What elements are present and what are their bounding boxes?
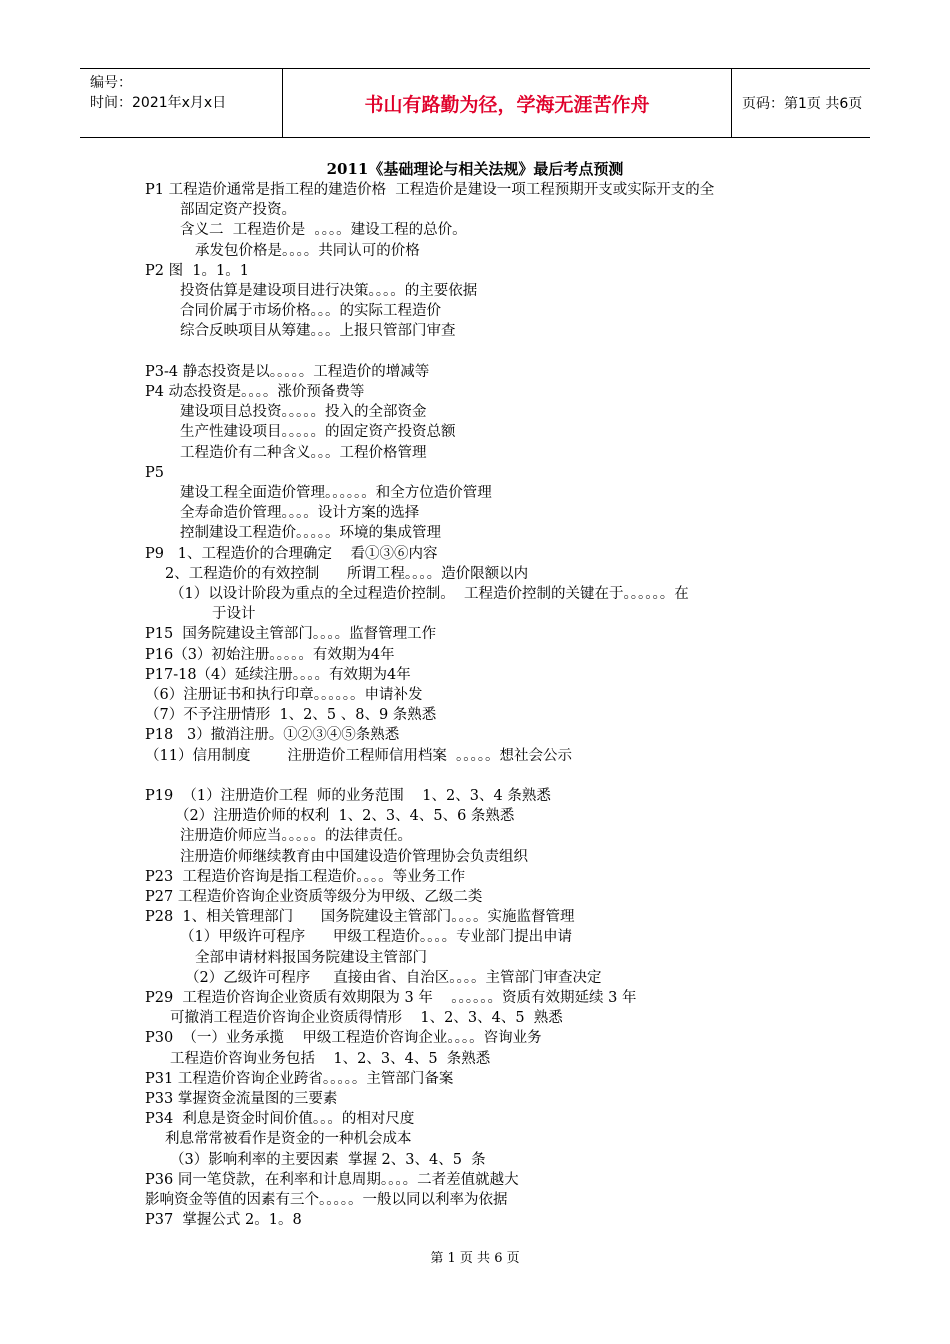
text-line: 承发包价格是。。。。共同认可的价格 xyxy=(195,242,420,259)
text-line: P27 工程造价咨询企业资质等级分为甲级、乙级二类 xyxy=(145,889,483,905)
text-line: （2）乙级许可程序 直接由省、自治区。。。。主管部门审查决定 xyxy=(185,969,602,986)
text-line: P19 （1）注册造价工程 师的业务范围 1、2、3、4 条熟悉 xyxy=(145,788,551,804)
text-line: P17-18（4）延续注册。。。。有效期为4年 xyxy=(145,666,411,683)
text-line: P18 3）撤消注册。①②③④⑤条熟悉 xyxy=(145,727,400,744)
text-line: P2 图 1。1。1 xyxy=(145,262,249,279)
text-line: P37 掌握公式 2。1。8 xyxy=(145,1212,302,1229)
number-label: 编号： xyxy=(90,75,132,91)
text-line: （11）信用制度 注册造价工程师信用档案 。。。。。想社会公示 xyxy=(145,747,573,764)
text-line: 可撤消工程造价咨询企业资质得情形 1、2、3、4、5 熟悉 xyxy=(170,1010,563,1027)
date-label: 时间：2021年x月x日 xyxy=(90,95,227,111)
text-line: 合同价属于市场价格。。。的实际工程造价 xyxy=(180,303,441,320)
text-line: P1 工程造价通常是指工程的建造价格 工程造价是建设一项工程预期开支或实际开支的全 xyxy=(145,182,715,198)
text-line: P28 1、相关管理部门 国务院建设主管部门。。。。实施监督管理 xyxy=(145,909,575,926)
motto: 书山有路勤为径，学海无涯苦作舟 xyxy=(364,93,650,116)
document-title: 2011《基础理论与相关法规》最后考点预测 xyxy=(326,160,624,178)
text-line: （2）注册造价师的权利 1、2、3、4、5、6 条熟悉 xyxy=(175,808,515,825)
page-label: 页码：第1页 共6页 xyxy=(742,96,863,112)
page-header xyxy=(80,68,870,138)
text-line: 建设项目总投资。。。。。投入的全部资金 xyxy=(180,404,427,421)
text-line: 注册造价师应当。。。。。的法律责任。 xyxy=(180,828,412,845)
text-line: P29 工程造价咨询企业资质有效期限为 3 年 。。。。。。资质有效期延续 3 年 xyxy=(145,990,637,1006)
text-line: 影响资金等值的因素有三个。。。。。一般以同以利率为依据 xyxy=(145,1192,508,1208)
text-line: 控制建设工程造价。。。。。环境的集成管理 xyxy=(180,525,441,542)
text-line: 注册造价师继续教育由中国建设造价管理协会负责组织 xyxy=(180,848,528,865)
header-page-cell xyxy=(732,69,870,137)
text-line: P30 （一）业务承揽 甲级工程造价咨询企业。。。。咨询业务 xyxy=(145,1030,542,1047)
text-line: P23 工程造价咨询是指工程造价。。。。等业务工作 xyxy=(145,868,466,885)
text-line: 建设工程全面造价管理。。。。。。和全方位造价管理 xyxy=(180,485,492,501)
text-line: P3-4 静态投资是以。。。。。工程造价的增减等 xyxy=(145,363,430,380)
text-line: 全部申请材料报国务院建设主管部门 xyxy=(195,949,427,966)
text-line: （1）以设计阶段为重点的全过程造价控制。 工程造价控制的关键在于。。。。。。在 xyxy=(170,586,689,602)
text-line: 工程造价有二种含义。。。工程价格管理 xyxy=(180,444,427,461)
text-line: （3）影响利率的主要因素 掌握 2、3、4、5 条 xyxy=(170,1151,486,1168)
page-footer: 第 1 页 共 6 页 xyxy=(430,1251,520,1266)
text-line: （1）甲级许可程序 甲级工程造价。。。。专业部门提出申请 xyxy=(180,929,573,946)
text-line: 生产性建设项目。。。。。的固定资产投资总额 xyxy=(180,424,456,441)
header-info xyxy=(80,69,282,137)
text-line: P15 国务院建设主管部门。。。。监督管理工作 xyxy=(145,626,437,643)
text-line: 全寿命造价管理。。。。设计方案的选择 xyxy=(180,505,420,522)
text-line: 部固定资产投资。 xyxy=(180,202,296,219)
text-line: P16（3）初始注册。。。。。有效期为4年 xyxy=(145,646,395,663)
text-line: 于设计 xyxy=(212,606,256,623)
text-line: （6）注册证书和执行印章。。。。。。申请补发 xyxy=(145,687,423,703)
text-line: 工程造价咨询业务包括 1、2、3、4、5 条熟悉 xyxy=(170,1050,491,1067)
text-line: 综合反映项目从筹建。。。上报只管部门审查 xyxy=(180,323,456,340)
text-line: 含义二 工程造价是 。。。。建设工程的总价。 xyxy=(180,222,467,239)
text-line: P31 工程造价咨询企业跨省。。。。。主管部门备案 xyxy=(145,1070,454,1087)
text-line: P5 xyxy=(145,464,164,481)
text-line: P34 利息是资金时间价值。。。的相对尺度 xyxy=(145,1111,415,1128)
text-line: P4 动态投资是。。。。涨价预备费等 xyxy=(145,384,365,400)
text-line: 投资估算是建设项目进行决策。。。。的主要依据 xyxy=(180,283,478,299)
header-motto-cell xyxy=(282,69,732,137)
text-line: 2、工程造价的有效控制 所谓工程。。。。造价限额以内 xyxy=(165,565,529,582)
text-line: P9 1、工程造价的合理确定 看①③⑥内容 xyxy=(145,545,438,562)
text-line: P33 掌握资金流量图的三要素 xyxy=(145,1091,338,1107)
text-line: （7）不予注册情形 1、2、5 、8、9 条熟悉 xyxy=(145,707,437,724)
text-line: P36 同一笔贷款，在利率和计息周期。。。。二者差值就越大 xyxy=(145,1171,519,1188)
text-line: 利息常常被看作是资金的一种机会成本 xyxy=(165,1131,412,1148)
